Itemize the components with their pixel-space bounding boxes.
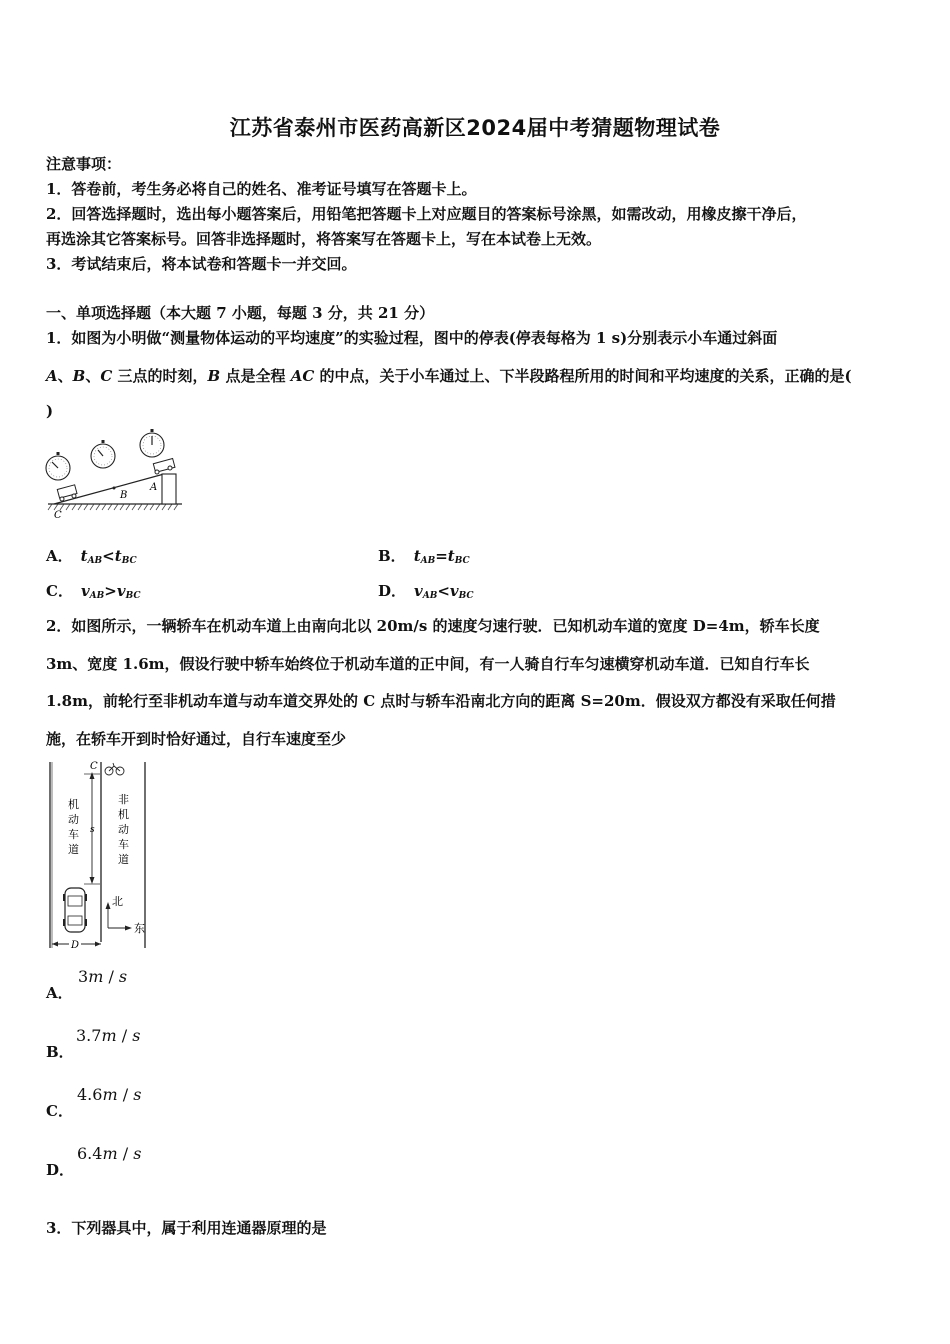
lane-label-nonmotor: 机 <box>118 808 129 821</box>
lane-label-nonmotor: 动 <box>118 823 129 836</box>
q1-option-b[interactable]: B． $t_{AB}=t_{BC}$ <box>378 547 470 566</box>
q2-option-c-letter[interactable]: C． <box>46 1102 73 1120</box>
east-label: 东 <box>134 922 145 935</box>
q1-text-line: 1．如图为小明做“测量物体运动的平均速度”的实验过程，图中的停表(停表每格为 1 s)分别表示小车通过斜面 <box>46 329 778 347</box>
q1-incline-figure <box>40 428 188 522</box>
q2-text-line: 施，在轿车开到时恰好通过，自行车速度至少 <box>46 730 347 748</box>
stopwatch-icon <box>140 429 164 457</box>
width-d-label: D <box>71 940 80 951</box>
q1-figure-label-a: A <box>150 482 158 493</box>
stopwatch-icon <box>91 440 115 468</box>
car-icon <box>63 888 87 932</box>
q1-option-c[interactable]: C． $v_{AB}>v_{BC}$ <box>46 582 141 601</box>
q2-text-line: 1.8m，前轮行至非机动车道与动车道交界处的 C 点时与轿车沿南北方向的距离 S=20m．假设双方都没有采取任何措 <box>46 692 836 710</box>
notice-item: 2．回答选择题时，选出每小题答案后，用铅笔把答题卡上对应题目的答案标号涂黑，如需改动，用橡皮擦干净后， <box>46 205 807 223</box>
q1-figure-label-b: B <box>120 490 128 501</box>
notice-item: 3．考试结束后，将本试卷和答题卡一并交回。 <box>46 255 357 273</box>
q1-text-line: ) <box>46 402 54 420</box>
notice-item: 1．答卷前，考生务必将自己的姓名、准考证号填写在答题卡上。 <box>46 180 477 198</box>
notice-heading: 注意事项： <box>46 155 122 173</box>
q2-road-figure <box>44 756 152 952</box>
bicycle-icon <box>105 763 124 775</box>
lane-label-nonmotor: 车 <box>118 838 129 851</box>
q1-figure-label-c: C <box>54 510 62 521</box>
notice-item: 再选涂其它答案标号。回答非选择题时，将答案写在答题卡上，写在本试卷上无效。 <box>46 230 602 248</box>
q2-text-line: 3m、宽度 1.6m，假设行驶中轿车始终位于机动车道的正中间，有一人骑自行车匀速横穿机动车道．已知自行车长 <box>46 655 810 673</box>
lane-label-nonmotor: 非 <box>118 793 129 806</box>
distance-s-label: s <box>90 825 95 835</box>
q2-option-b-value[interactable]: 3.7m / s <box>76 1026 141 1045</box>
stopwatch-icon <box>46 452 70 480</box>
q2-text-line: 2．如图所示，一辆轿车在机动车道上由南向北以 20m/s 的速度匀速行驶．已知机动车道的宽度 D=4m，轿车长度 <box>46 617 820 635</box>
north-label: 北 <box>112 895 123 908</box>
q1-text-line: A、B、C 三点的时刻，B 点是全程 AC 的中点，关于小车通过上、下半段路程所用的时间和平均速度的关系，正确的是( <box>46 367 852 385</box>
lane-label-motor: 机 <box>68 798 79 811</box>
lane-label-nonmotor: 道 <box>118 853 129 866</box>
q2-option-c-value[interactable]: 4.6m / s <box>77 1085 142 1104</box>
q2-option-a-letter[interactable]: A． <box>46 984 73 1002</box>
q2-option-d-value[interactable]: 6.4m / s <box>77 1144 142 1163</box>
q3-text-line: 3．下列器具中，属于利用连通器原理的是 <box>46 1219 327 1237</box>
point-c-label: C <box>90 761 98 772</box>
lane-label-motor: 车 <box>68 828 79 841</box>
q2-option-b-letter[interactable]: B． <box>46 1043 74 1061</box>
q2-option-d-letter[interactable]: D． <box>46 1161 75 1179</box>
page-title: 江苏省泰州市医药高新区2024届中考猜题物理试卷 <box>229 116 721 140</box>
q2-option-a-value[interactable]: 3m / s <box>78 967 128 986</box>
lane-label-motor: 动 <box>68 813 79 826</box>
section-heading: 一、单项选择题（本大题 7 小题，每题 3 分，共 21 分） <box>46 304 435 322</box>
q1-option-d[interactable]: D． $v_{AB}<v_{BC}$ <box>378 582 474 601</box>
q1-option-a[interactable]: A． $t_{AB}<t_{BC}$ <box>46 547 137 566</box>
lane-label-motor: 道 <box>68 843 79 856</box>
